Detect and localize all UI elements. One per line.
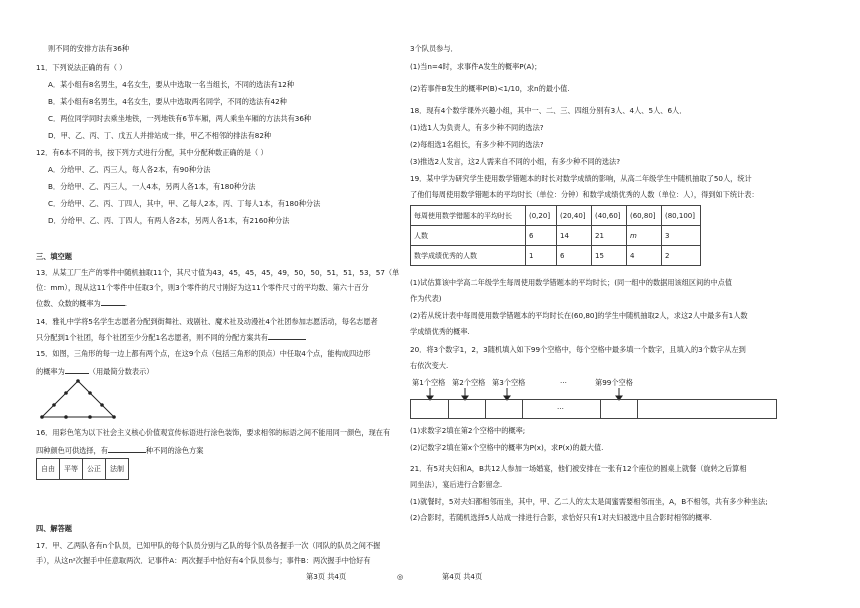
slogan-cell: 平等 [60, 459, 83, 480]
stat-table-row [411, 246, 701, 266]
slogan-cell: 法制 [106, 459, 129, 480]
q19-intro-line-1: 19．某中学为研究学生使用数学错题本的时长对数学成绩的影响，从高二年级学生中随机抽取了50人，统计 [410, 174, 752, 183]
slogan-cell: 自由 [37, 459, 60, 480]
q11-stem: 11．下列说法正确的有（ ） [36, 63, 127, 72]
q20-intro-line-1: 20．将3个数字1，2，3随机填入如下99个空格中，每个空格中最多填一个数字，且填入的3个数字从左到 [410, 345, 746, 354]
q11-option-d: D．甲、乙、丙、丁、戊五人并排站成一排，甲乙不相邻的排法有82种 [48, 131, 272, 140]
stat-header-cell: 每周使用数学错题本的平均时长 [411, 206, 526, 226]
stat-table [410, 205, 701, 266]
stat-header-cell: (80,100] [662, 206, 701, 226]
space-label-1: 第1个空格 [412, 378, 446, 387]
stat-cell: 1 [526, 246, 557, 266]
q11-option-b: B．某小组有8名男生，4名女生，要从中选取两名同学，不同的选法有42种 [48, 97, 287, 106]
space-label-3: 第3个空格 [492, 378, 526, 387]
stat-cell: 4 [627, 246, 662, 266]
stat-cell: 21 [592, 226, 627, 246]
stat-cell: 6 [526, 226, 557, 246]
binding-mark-icon: ◎ [397, 572, 404, 581]
footer-page-left: 第3页 共4页 [306, 572, 347, 581]
q16-line-2: 四种颜色可供选择，有 种不同的涂色方案 [36, 446, 204, 455]
q17-part-1: (1)当n=4时，求事件A发生的概率P(A)； [410, 62, 542, 71]
q19-part-1-line-1: (1)试估算该中学高二年级学生每周使用数学错题本的平均时长；(同一组中的数据用该组区间的中点值 [410, 278, 733, 287]
q15-line-1: 15．如图，三角形的每一边上都有两个点，在这9个点（包括三角形的顶点）中任取4个点，能构成四边形 [36, 349, 371, 358]
blank-space [448, 400, 486, 418]
q19-part-1-line-2: 作为代表) [410, 294, 442, 303]
q13-line-3: 位数、众数的概率为 . [36, 299, 127, 308]
stat-cell: 6 [557, 246, 592, 266]
blank-space [485, 400, 523, 418]
blank-spaces-row [410, 399, 777, 419]
line-top: 则不同的安排方法有36种 [48, 44, 130, 53]
q12-option-a: A．分给甲、乙、丙三人，每人各2本，有90种分法 [48, 165, 211, 174]
space-label-dots: ··· [560, 378, 567, 387]
q18-stem: 18．现有4个数学课外兴趣小组，其中一、二、三、四组分别有3人、4人、5人、6人． [410, 106, 687, 115]
section-solutions-title: 四、解答题 [36, 524, 72, 533]
slogan-cell: 公正 [83, 459, 106, 480]
q13-line-2: 位：mm），现从这11个零件中任取3个，则3个零件的尺寸刚好为这11个零件尺寸的平均数、第六十百分 [36, 283, 369, 292]
stat-cell: 15 [592, 246, 627, 266]
q19-part-2-line-1: (2)若从统计表中每周使用数学错题本的平均时长在(60,80]的学生中随机抽取2人，求这2人中最多有1人数 [410, 311, 748, 320]
stat-header-cell: (60,80] [627, 206, 662, 226]
q18-part-1: (1)选1人为负责人，有多少种不同的选法? [410, 123, 544, 132]
stat-cell: 人数 [411, 226, 526, 246]
stat-table-header [411, 206, 701, 226]
q21-stem-line-1: 21．有5对夫妇和A，B共12人参加一场婚宴，他们被安排在一张有12个座位的圆桌上就餐（旋转之后算相 [410, 464, 747, 473]
box-dots: ··· [557, 404, 564, 413]
blank-space [600, 400, 638, 418]
q20-part-1: (1)求数字2填在第2个空格中的概率; [410, 426, 526, 435]
q12-option-b: B．分给甲、乙、丙三人，一人4本，另两人各1本，有180种分法 [48, 182, 256, 191]
stat-table-row [411, 226, 701, 246]
stat-cell: 2 [662, 246, 701, 266]
space-label-2: 第2个空格 [452, 378, 486, 387]
blank-space [411, 400, 449, 418]
stat-cell: 14 [557, 226, 592, 246]
q12-option-c: C．分给甲、乙、丙、丁四人，其中，甲、乙每人2本，丙、丁每人1本，有180种分法 [48, 199, 321, 208]
stat-header-cell: (40,60] [592, 206, 627, 226]
q13-line-1: 13．从某工厂生产的零件中随机抽取11个，其尺寸值为43，45，45，45，49，50，50，51，51，53，57（单 [36, 268, 400, 277]
q21-stem-line-2: 同坐法），宴后进行合影留念. [410, 480, 503, 489]
q20-intro-line-2: 右依次变大. [410, 361, 449, 370]
q14-line-1: 14．雅礼中学将5名学生志愿者分配到街舞社、戏剧社、魔术社及动漫社4个社团参加志愿活动，每名志愿者 [36, 317, 378, 326]
stat-header-cell: (0,20] [526, 206, 557, 226]
q18-part-3: (3)推选2人发言，这2人需来自不同的小组，有多少种不同的选法? [410, 157, 621, 166]
section-fill-in-title: 三、填空题 [36, 252, 72, 261]
q21-part-1: (1)就餐时，5对夫妇都相邻而坐，其中，甲、乙二人的太太是闺蜜需要相邻而坐，A，B不相邻，共有多少种坐法; [410, 497, 768, 506]
stat-header-cell: (20,40] [557, 206, 592, 226]
q11-option-c: C．两位同学同时去乘坐地铁，一列地铁有6节车厢，两人乘坐车厢的方法共有36种 [48, 114, 312, 123]
q12-option-d: D．分给甲、乙、丙、丁四人，有两人各2本，另两人各1本，有2160种分法 [48, 216, 290, 225]
q20-part-2: (2)记数字2填在第x个空格中的概率为P(x)，求P(x)的最大值. [410, 443, 604, 452]
q19-intro-line-2: 了他们每周使用数学错题本的平均时长（单位：分钟）和数学成绩优秀的人数（单位：人），得到如下统计表： [410, 190, 759, 199]
q19-part-2-line-2: 学成绩优秀的概率. [410, 327, 470, 336]
q15-line-2: 的概率为 （用最简分数表示） [36, 367, 154, 376]
space-label-99: 第99个空格 [595, 378, 633, 387]
q14-line-2: 只分配到1个社团，每个社团至少分配1名志愿者，则不同的分配方案共有 [36, 332, 306, 343]
q12-stem: 12．有6本不同的书，按下列方式进行分配，其中分配种数正确的是（ ） [36, 148, 268, 157]
q21-part-2: (2)合影时，若随机选择5人站成一排进行合影，求恰好只有1对夫妇被选中且合影时相邻的概率. [410, 513, 712, 522]
stat-cell: 数学成绩优秀的人数 [411, 246, 526, 266]
q17-cont-line-1: 3个队员参与． [410, 44, 458, 53]
stat-cell: 3 [662, 226, 701, 246]
q17-part-2: (2)若事件B发生的概率P(B)<1/10，求n的最小值. [410, 84, 570, 93]
footer-page-right: 第4页 共4页 [442, 572, 483, 581]
q11-option-a: A．某小组有8名男生，4名女生，要从中选取一名当组长，不同的选法有12种 [48, 80, 295, 89]
stat-cell: m [627, 226, 662, 246]
q17-line-2: 手），从这n²次握手中任意取两次．记事件A：两次握手中恰好有4个队员参与；事件B：两次握手中恰好有 [36, 556, 371, 565]
q18-part-2: (2)每组选1名组长，有多少种不同的选法? [410, 140, 544, 149]
q17-line-1: 17．甲、乙两队各有n个队员，已知甲队的每个队员分别与乙队的每个队员各握手一次（同队的队员之间不握 [36, 541, 381, 550]
q16-line-1: 16．用彩色笔为以下社会主义核心价值观宣传标语进行涂色装饰，要求相邻的标语之间不能用同一颜色，现在有 [36, 428, 391, 437]
